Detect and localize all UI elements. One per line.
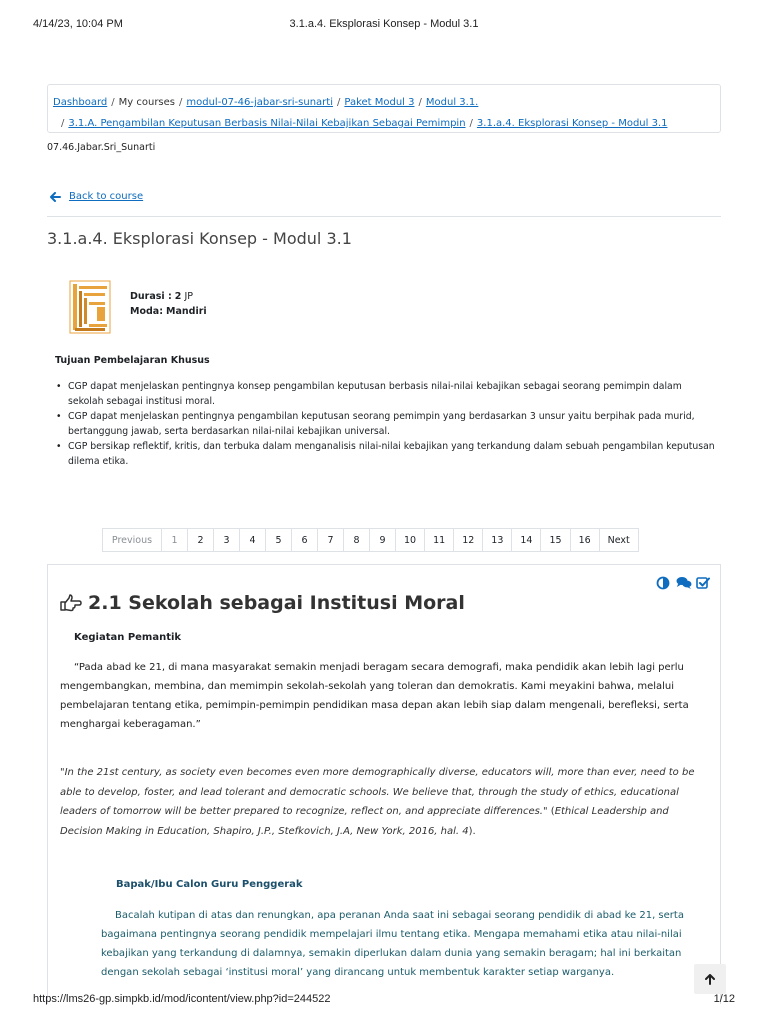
quote-indonesian: “Pada abad ke 21, di mana masyarakat semakin menjadi beragam secara demografi, maka pendidik akan lebih lagi perlu mengembangkan, membina, dan memimpin sekolah-sekolah yang toleran dan demokratis. Kami meyakini bahwa, melalui pembelajaran tentang etika, pemimpin-pemimpin pendidikan masa depan akan lebih siap dalam mengenali, berefleksi, serta menghargai keberagaman.” bbox=[60, 662, 689, 730]
page-2-button[interactable]: 2 bbox=[187, 528, 214, 552]
page-5-button[interactable]: 5 bbox=[265, 528, 292, 552]
content-panel bbox=[47, 564, 721, 1004]
page-10-button[interactable]: 10 bbox=[395, 528, 425, 552]
breadcrumb-row-1 bbox=[53, 92, 715, 113]
page-1-button[interactable]: 1 bbox=[161, 528, 188, 552]
breadcrumb-separator: / bbox=[336, 97, 341, 108]
print-url: https://lms26-gp.simpkb.id/mod/icontent/view.php?id=244522 bbox=[33, 993, 331, 1005]
page-9-button[interactable]: 9 bbox=[369, 528, 396, 552]
arrow-up-icon bbox=[705, 974, 715, 985]
list-item: • CGP dapat menjelaskan pentingnya pengambilan keputusan seorang pemimpin yang berdasarkan 3 unsur yaitu berpihak pada murid, bertanggung jawab, serta berdasarkan nilai-nilai kebajikan universal. bbox=[68, 409, 718, 439]
page-4-button[interactable]: 4 bbox=[239, 528, 266, 552]
breadcrumb-separator: / bbox=[111, 97, 115, 108]
print-page-number: 1/12 bbox=[713, 993, 735, 1005]
back-to-course-link[interactable]: Back to course bbox=[69, 191, 144, 202]
quote-english-text: "In the 21st century, as society even becomes even more demographically diverse, educators will, more than ever, need to be able to develop, foster, and lead tolerant and democratic schools. We believe that, through the study of ethics, educational leaders of tomorrow will be better prepared to recognize, reflect on, and appreciate differences." bbox=[60, 767, 695, 817]
breadcrumb-row-2 bbox=[53, 113, 715, 134]
back-to-top-button[interactable] bbox=[694, 964, 726, 994]
breadcrumb-current-page[interactable]: 3.1.a.4. Eksplorasi Konsep - Modul 3.1 bbox=[476, 118, 668, 129]
list-item: • CGP bersikap reflektif, kritis, dan terbuka dalam menganalisis nilai-nilai kebajikan yang terkandung dalam sebuah pengambilan keputusan dilema etika. bbox=[68, 439, 718, 469]
module-meta bbox=[130, 289, 207, 319]
quote-reference: Ethical Leadership and Decision Making in Education, Shapiro, J.P., Stefkovich, J.A, New York, 2016, hal. 4 bbox=[60, 806, 669, 837]
print-title: 3.1.a.4. Eksplorasi Konsep - Modul 3.1 bbox=[289, 18, 479, 30]
hand-point-right-icon bbox=[60, 594, 82, 612]
page-14-button[interactable]: 14 bbox=[511, 528, 541, 552]
breadcrumb-dashboard[interactable]: Dashboard bbox=[53, 97, 108, 108]
print-header bbox=[33, 18, 735, 32]
moda-line bbox=[130, 304, 207, 319]
breadcrumb-separator: / bbox=[469, 118, 473, 129]
section-title-text: 2.1 Sekolah sebagai Institusi Moral bbox=[88, 592, 465, 614]
breadcrumb bbox=[47, 84, 721, 133]
breadcrumb-paket[interactable]: Paket Modul 3 bbox=[344, 97, 415, 108]
page-13-button[interactable]: 13 bbox=[482, 528, 512, 552]
moda-label: Moda: bbox=[130, 306, 163, 317]
tujuan-title: Tujuan Pembelajaran Khusus bbox=[55, 355, 210, 366]
durasi-value: 2 bbox=[174, 291, 182, 302]
breadcrumb-separator: / bbox=[418, 97, 422, 108]
page-12-button[interactable]: 12 bbox=[453, 528, 483, 552]
contrast-icon[interactable] bbox=[656, 575, 670, 589]
durasi-label: Durasi : bbox=[130, 291, 172, 302]
module-logo bbox=[69, 280, 111, 334]
breadcrumb-my-courses: My courses bbox=[118, 97, 176, 108]
list-item: • CGP dapat menjelaskan pentingnya konsep pengambilan keputusan berbasis nilai-nilai kebajikan sebagai seorang pemimpin dalam sekolah sebagai institusi moral. bbox=[68, 379, 718, 409]
breadcrumb-separator: / bbox=[61, 118, 65, 129]
arrow-left-icon bbox=[50, 192, 61, 202]
reflection-paragraph: Bacalah kutipan di atas dan renungkan, apa peranan Anda saat ini sebagai seorang pendidik di abad ke 21, serta bagaimana pentingnya seorang pendidik mempelajari ilmu tentang etika. Mengapa memahami etika atau nilai-nilai kebajikan yang terkandung di dalamnya, semakin diperlukan dalam dunia yang semakin beragam; hal ini berkaitan dengan sekolah sebagai ‘institusi moral’ yang dirancang untuk membentuk karakter setiap warganya. bbox=[101, 910, 684, 978]
page-title: 3.1.a.4. Eksplorasi Konsep - Modul 3.1 bbox=[47, 229, 352, 248]
page-11-button[interactable]: 11 bbox=[424, 528, 454, 552]
next-button[interactable]: Next bbox=[599, 528, 639, 552]
page-3-button[interactable]: 3 bbox=[213, 528, 240, 552]
breadcrumb-course[interactable]: modul-07-46-jabar-sri-sunarti bbox=[186, 97, 333, 108]
breadcrumb-separator: / bbox=[179, 97, 183, 108]
breadcrumb-modul[interactable]: Modul 3.1. bbox=[425, 97, 479, 108]
back-to-course[interactable] bbox=[50, 191, 143, 202]
check-square-icon[interactable] bbox=[696, 575, 710, 589]
print-date: 4/14/23, 10:04 PM bbox=[33, 18, 123, 30]
page-16-button[interactable]: 16 bbox=[570, 528, 600, 552]
page-7-button[interactable]: 7 bbox=[317, 528, 344, 552]
pagination bbox=[103, 528, 639, 552]
quote-english: "In the 21st century, as society even becomes even more demographically diverse, educators will, more than ever, need to be able to develop, foster, and lead tolerant and democratic schools. We believe that, through the study of ethics, educational leaders of tomorrow will be better prepared to recognize, reflect on, and appreciate differences." (Ethical Leadership and Decision Making in Education, Shapiro, J.P., Stefkovich, J.A, New York, 2016, hal. 4). bbox=[60, 767, 695, 837]
moda-value: Mandiri bbox=[166, 306, 207, 317]
durasi-line bbox=[130, 289, 207, 304]
breadcrumb-section[interactable]: 3.1.A. Pengambilan Keputusan Berbasis Nilai-Nilai Kebajikan Sebagai Pemimpin bbox=[68, 118, 466, 129]
comments-icon[interactable] bbox=[676, 575, 690, 589]
divider bbox=[47, 216, 721, 217]
durasi-unit: JP bbox=[184, 291, 193, 302]
user-name: 07.46.Jabar.Sri_Sunarti bbox=[47, 142, 156, 153]
content-tools bbox=[656, 575, 710, 589]
bapak-heading: Bapak/Ibu Calon Guru Penggerak bbox=[116, 879, 303, 890]
previous-button[interactable]: Previous bbox=[102, 528, 162, 552]
tujuan-list bbox=[68, 379, 718, 469]
page-8-button[interactable]: 8 bbox=[343, 528, 370, 552]
page-6-button[interactable]: 6 bbox=[291, 528, 318, 552]
page-15-button[interactable]: 15 bbox=[540, 528, 570, 552]
kegiatan-heading: Kegiatan Pemantik bbox=[74, 632, 182, 643]
section-title bbox=[60, 592, 465, 614]
